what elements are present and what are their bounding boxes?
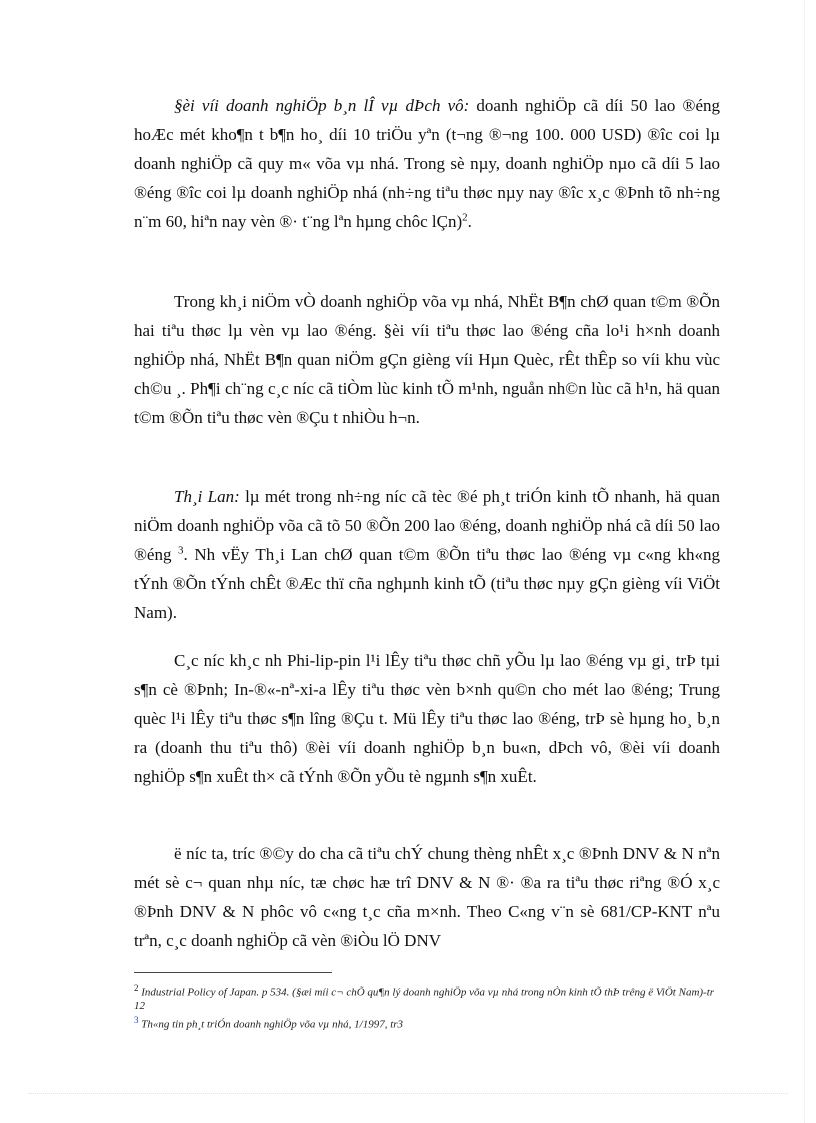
footnote-number: 2: [134, 983, 139, 993]
main-text-4: [134, 646, 720, 791]
paragraph-text: doanh nghiÖp cã díi 50 lao ®éng hoÆc mét kho¶n t b¶n ho¸ díi 10 triÖu yªn (t¬ng ®¬ng 100. 000 USD) ®îc coi lµ doanh nghiÖp cã quy m« võa vµ nhá. Trong sè nµy, doanh nghiÖp nµo cã díi 5 lao ®éng ®îc coi lµ doanh nghiÖp nhá (nh÷ng tiªu thøc nµy nay ®îc x¸c ®Þnh tõ nh÷ng n¨m 60, hiªn nay vèn ®· t¨ng lªn hµng chôc lÇn): [134, 96, 720, 231]
footnote-ref-2[interactable]: 2: [462, 211, 468, 224]
paragraph-lead: §èi víi doanh nghiÖp b¸n lÎ vµ dÞch vô:: [174, 96, 470, 115]
paragraph-text: lµ mét trong nh÷ng níc cã tèc ®é ph¸t triÓn kinh tÕ nhanh, hä quan niÖm doanh nghiÖp võa cã tõ 50 ®Õn 200 lao ®éng, doanh nghiÖp nhá cã díi 50 lao ®éng: [134, 487, 720, 564]
footnote-text: Industrial Policy of Japan. p 534. (§æi míi c¬ chÕ qu¶n lý doanh nghiÖp võa vµ nhá trong nÒn kinh tÕ thÞ trêng ë ViÖt Nam)-tr 12: [134, 986, 715, 1012]
page-right-border: [804, 0, 805, 1123]
main-text-2: [134, 287, 720, 432]
footnote-2: [134, 982, 720, 1013]
main-text-3: [134, 482, 720, 627]
footnote-ref-3[interactable]: 3: [178, 544, 184, 557]
paragraph-other-countries: C¸c níc kh¸c nh Phi-lip-pin l¹i lÊy tiªu thøc chñ yÕu lµ lao ®éng vµ gi¸ trÞ tµi s¶n cè ®Þnh; In-®«-nª-xi-a lÊy tiªu thøc vèn b×nh qu©n cho mét lao ®éng; Trung quèc l¹i lÊy tiªu thøc s¶n lîng ®Çu t. Mü lÊy tiªu thøc lao ®éng, trÞ sè hµng ho¸ b¸n ra (doanh thu tiªu thô) ®èi víi doanh nghiÖp b¸n bu«n, dÞch vô, ®èi víi doanh nghiÖp s¶n xuÊt th× cã tÝnh ®Õn yÕu tè ngµnh s¶n xuÊt.: [134, 651, 720, 786]
footnote-number: 3: [134, 1015, 139, 1025]
footnote-text: Th«ng tin ph¸t triÓn doanh nghiÖp võa vµ nhá, 1/1997, tr3: [141, 1018, 404, 1031]
page-bottom-border: [28, 1093, 788, 1094]
main-text: [134, 91, 720, 236]
paragraph-japan-concept: Trong kh¸i niÖm vÒ doanh nghiÖp võa vµ nhá, NhËt B¶n chØ quan t©m ®Õn hai tiªu thøc lµ vèn vµ lao ®éng. §èi víi tiªu thøc lao ®éng cña lo¹i h×nh doanh nghiÖp nhá, NhËt B¶n quan niÖm gÇn gièng víi Hµn Quèc, rÊt thÊp so víi khu vùc ch©u ¸. Ph¶i ch¨ng c¸c níc cã tiÒm lùc kinh tÕ m¹nh, nguån nh©n lùc cã h¹n, hä quan t©m ®Õn tiªu thøc vèn ®Çu t nhiÒu h¬n.: [134, 292, 720, 427]
footnote-3: [134, 1014, 720, 1032]
paragraph-lead: Th¸i Lan:: [174, 487, 240, 506]
paragraph-japan-retail: [134, 91, 720, 236]
footnote-separator: [134, 972, 332, 973]
paragraph-text-end: . Nh vËy Th¸i Lan chØ quan t©m ®Õn tiªu thøc lao ®éng vµ c«ng kh«ng tÝnh ®Õn tÝnh chÊt ®Æc thï cña nghµnh kinh tÕ (tiªu thøc nµy gÇn gièng víi ViÖt Nam).: [134, 545, 720, 622]
paragraph-vietnam: ë níc ta, tríc ®©y do cha cã tiªu chÝ chung thèng nhÊt x¸c ®Þnh DNV & N nªn mét sè c¬ quan nhµ níc, tæ chøc hæ trî DNV & N ®· ®a ra tiªu thøc riªng ®Ó x¸c ®Þnh DNV & N phôc vô c«ng t¸c cña m×nh. Theo C«ng v¨n sè 681/CP-KNT nªu trªn, c¸c doanh nghiÖp cã vèn ®iÒu lÖ DNV: [134, 844, 720, 950]
paragraph-thailand: [134, 482, 720, 627]
paragraph-text-end: .: [467, 212, 472, 231]
main-text-5: [134, 839, 720, 955]
